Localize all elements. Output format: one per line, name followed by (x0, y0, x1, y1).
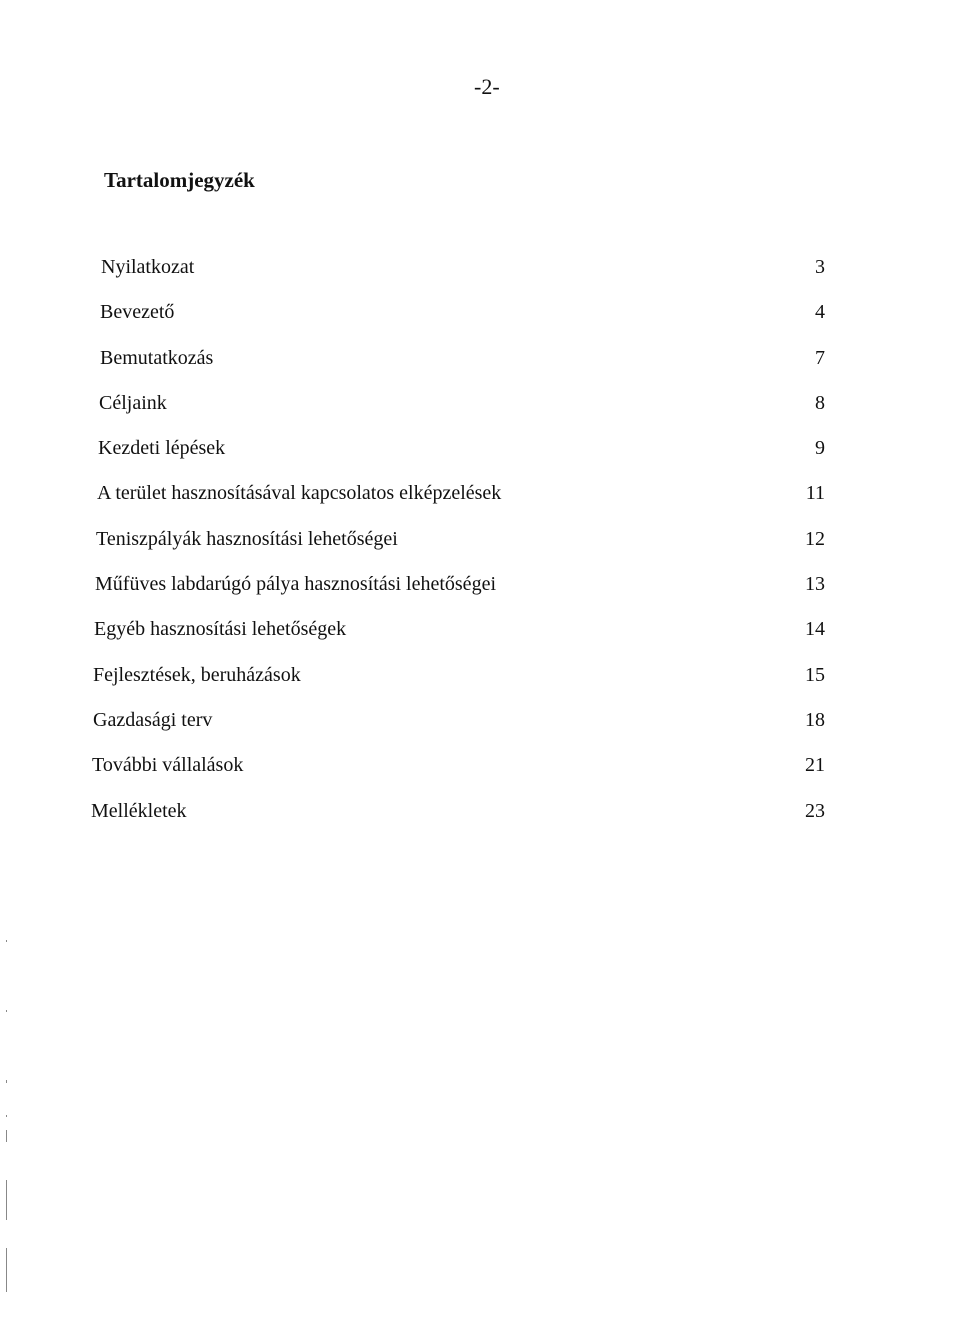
toc-entry-label: Nyilatkozat (101, 256, 195, 278)
toc-entry (90, 754, 835, 799)
toc-entry-label: Gazdasági terv (93, 708, 213, 731)
toc-entry-label: További vállalások (92, 754, 244, 777)
toc-entry-page: 14 (805, 618, 825, 641)
toc-entry (90, 256, 835, 301)
toc-list (90, 256, 835, 845)
toc-entry-page: 21 (805, 754, 825, 777)
page-number: -2- (474, 74, 500, 99)
toc-entry-page: 13 (805, 573, 825, 596)
toc-entry-label: Kezdeti lépések (98, 437, 226, 460)
scan-margin-marks (6, 930, 8, 1310)
toc-entry-label: Műfüves labdarúgó pálya hasznosítási lehetőségei (95, 573, 496, 596)
toc-entry-page: 9 (815, 437, 825, 460)
toc-entry-page: 12 (805, 527, 825, 550)
toc-entry (90, 482, 835, 527)
toc-entry-page: 15 (805, 663, 825, 686)
toc-entry (90, 800, 835, 845)
toc-title: Tartalomjegyzék (104, 168, 255, 192)
toc-entry (90, 392, 835, 437)
toc-entry (90, 573, 835, 618)
toc-entry (90, 437, 835, 482)
toc-entry-page: 4 (815, 301, 825, 324)
toc-entry-page: 3 (815, 256, 825, 278)
toc-entry-page: 18 (805, 708, 825, 731)
toc-entry (90, 528, 835, 573)
toc-entry-label: Fejlesztések, beruházások (93, 663, 301, 686)
toc-entry-page: 7 (815, 346, 825, 369)
toc-entry-page: 8 (815, 391, 825, 414)
toc-entry (90, 664, 835, 709)
toc-entry (90, 618, 835, 663)
toc-entry (90, 301, 835, 346)
toc-entry-page: 11 (805, 482, 825, 505)
toc-entry-label: Céljaink (99, 391, 167, 414)
toc-entry-page: 23 (805, 799, 825, 822)
toc-entry-label: Bevezető (100, 301, 175, 324)
toc-entry-label: Egyéb hasznosítási lehetőségek (94, 618, 347, 641)
toc-entry-label: Bemutatkozás (100, 346, 214, 369)
toc-entry-label: A terület hasznosításával kapcsolatos elképzelések (97, 482, 502, 505)
toc-entry (90, 709, 835, 754)
toc-entry-label: Teniszpályák hasznosítási lehetőségei (96, 527, 398, 550)
toc-entry (90, 347, 835, 392)
toc-entry-label: Mellékletek (91, 799, 187, 822)
